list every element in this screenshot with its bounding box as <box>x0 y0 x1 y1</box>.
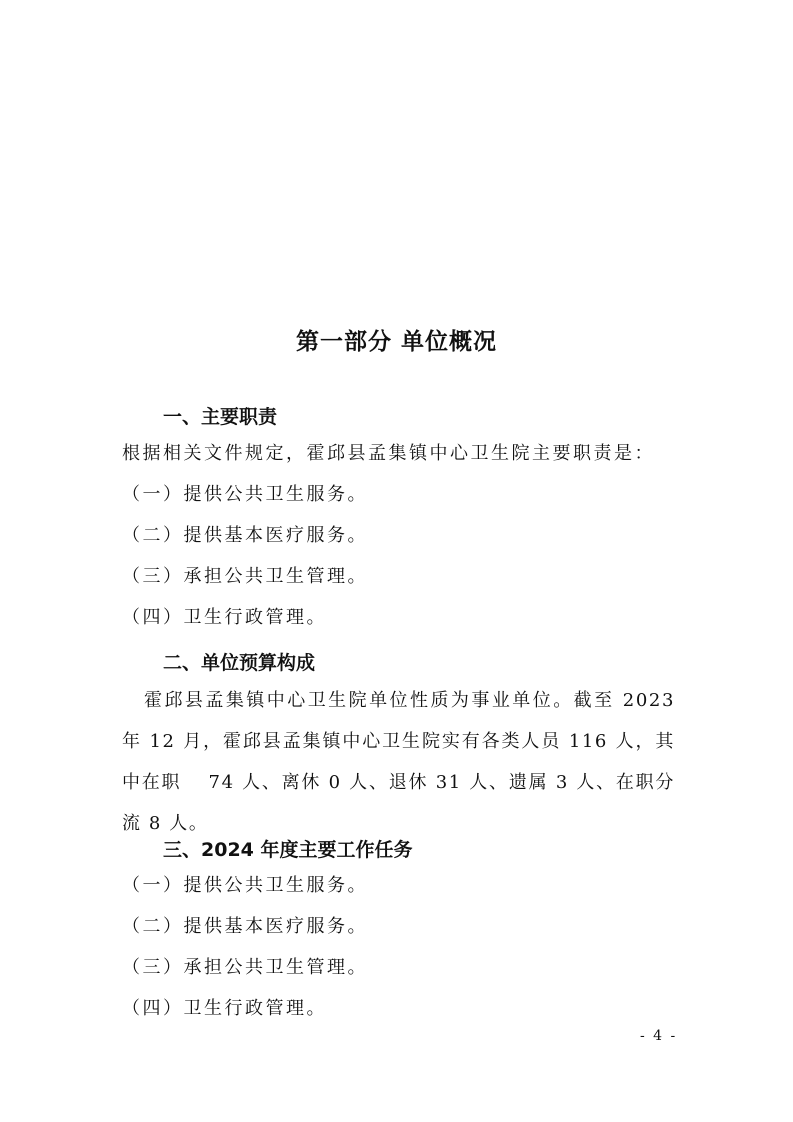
task-item: （一）提供公共卫生服务。 <box>122 875 368 896</box>
page-number: - 4 - <box>640 1028 678 1044</box>
duty-item: （四）卫生行政管理。 <box>122 607 327 628</box>
duty-item: （三）承担公共卫生管理。 <box>122 566 368 587</box>
section-heading-budget: 二、单位预算构成 <box>163 652 316 674</box>
task-item: （二）提供基本医疗服务。 <box>122 916 368 937</box>
duties-intro: 根据相关文件规定，霍邱县孟集镇中心卫生院主要职责是： <box>122 443 655 464</box>
section-heading-duties: 一、主要职责 <box>163 406 278 428</box>
budget-paragraph: 霍邱县孟集镇中心卫生院单位性质为事业单位。截至 2023 年 12 月，霍邱县孟集镇中心卫生院实有各类人员 116 人，其中在职 74 人、离休 0 人、退休 31 人、遗属 3 人、在职分流 8 人。 <box>122 690 675 834</box>
section-heading-tasks: 三、2024 年度主要工作任务 <box>163 839 413 861</box>
part-title: 第一部分 单位概况 <box>295 329 497 355</box>
task-item: （三）承担公共卫生管理。 <box>122 957 368 978</box>
task-item: （四）卫生行政管理。 <box>122 998 327 1019</box>
duty-item: （一）提供公共卫生服务。 <box>122 484 368 505</box>
duty-item: （二）提供基本医疗服务。 <box>122 525 368 546</box>
